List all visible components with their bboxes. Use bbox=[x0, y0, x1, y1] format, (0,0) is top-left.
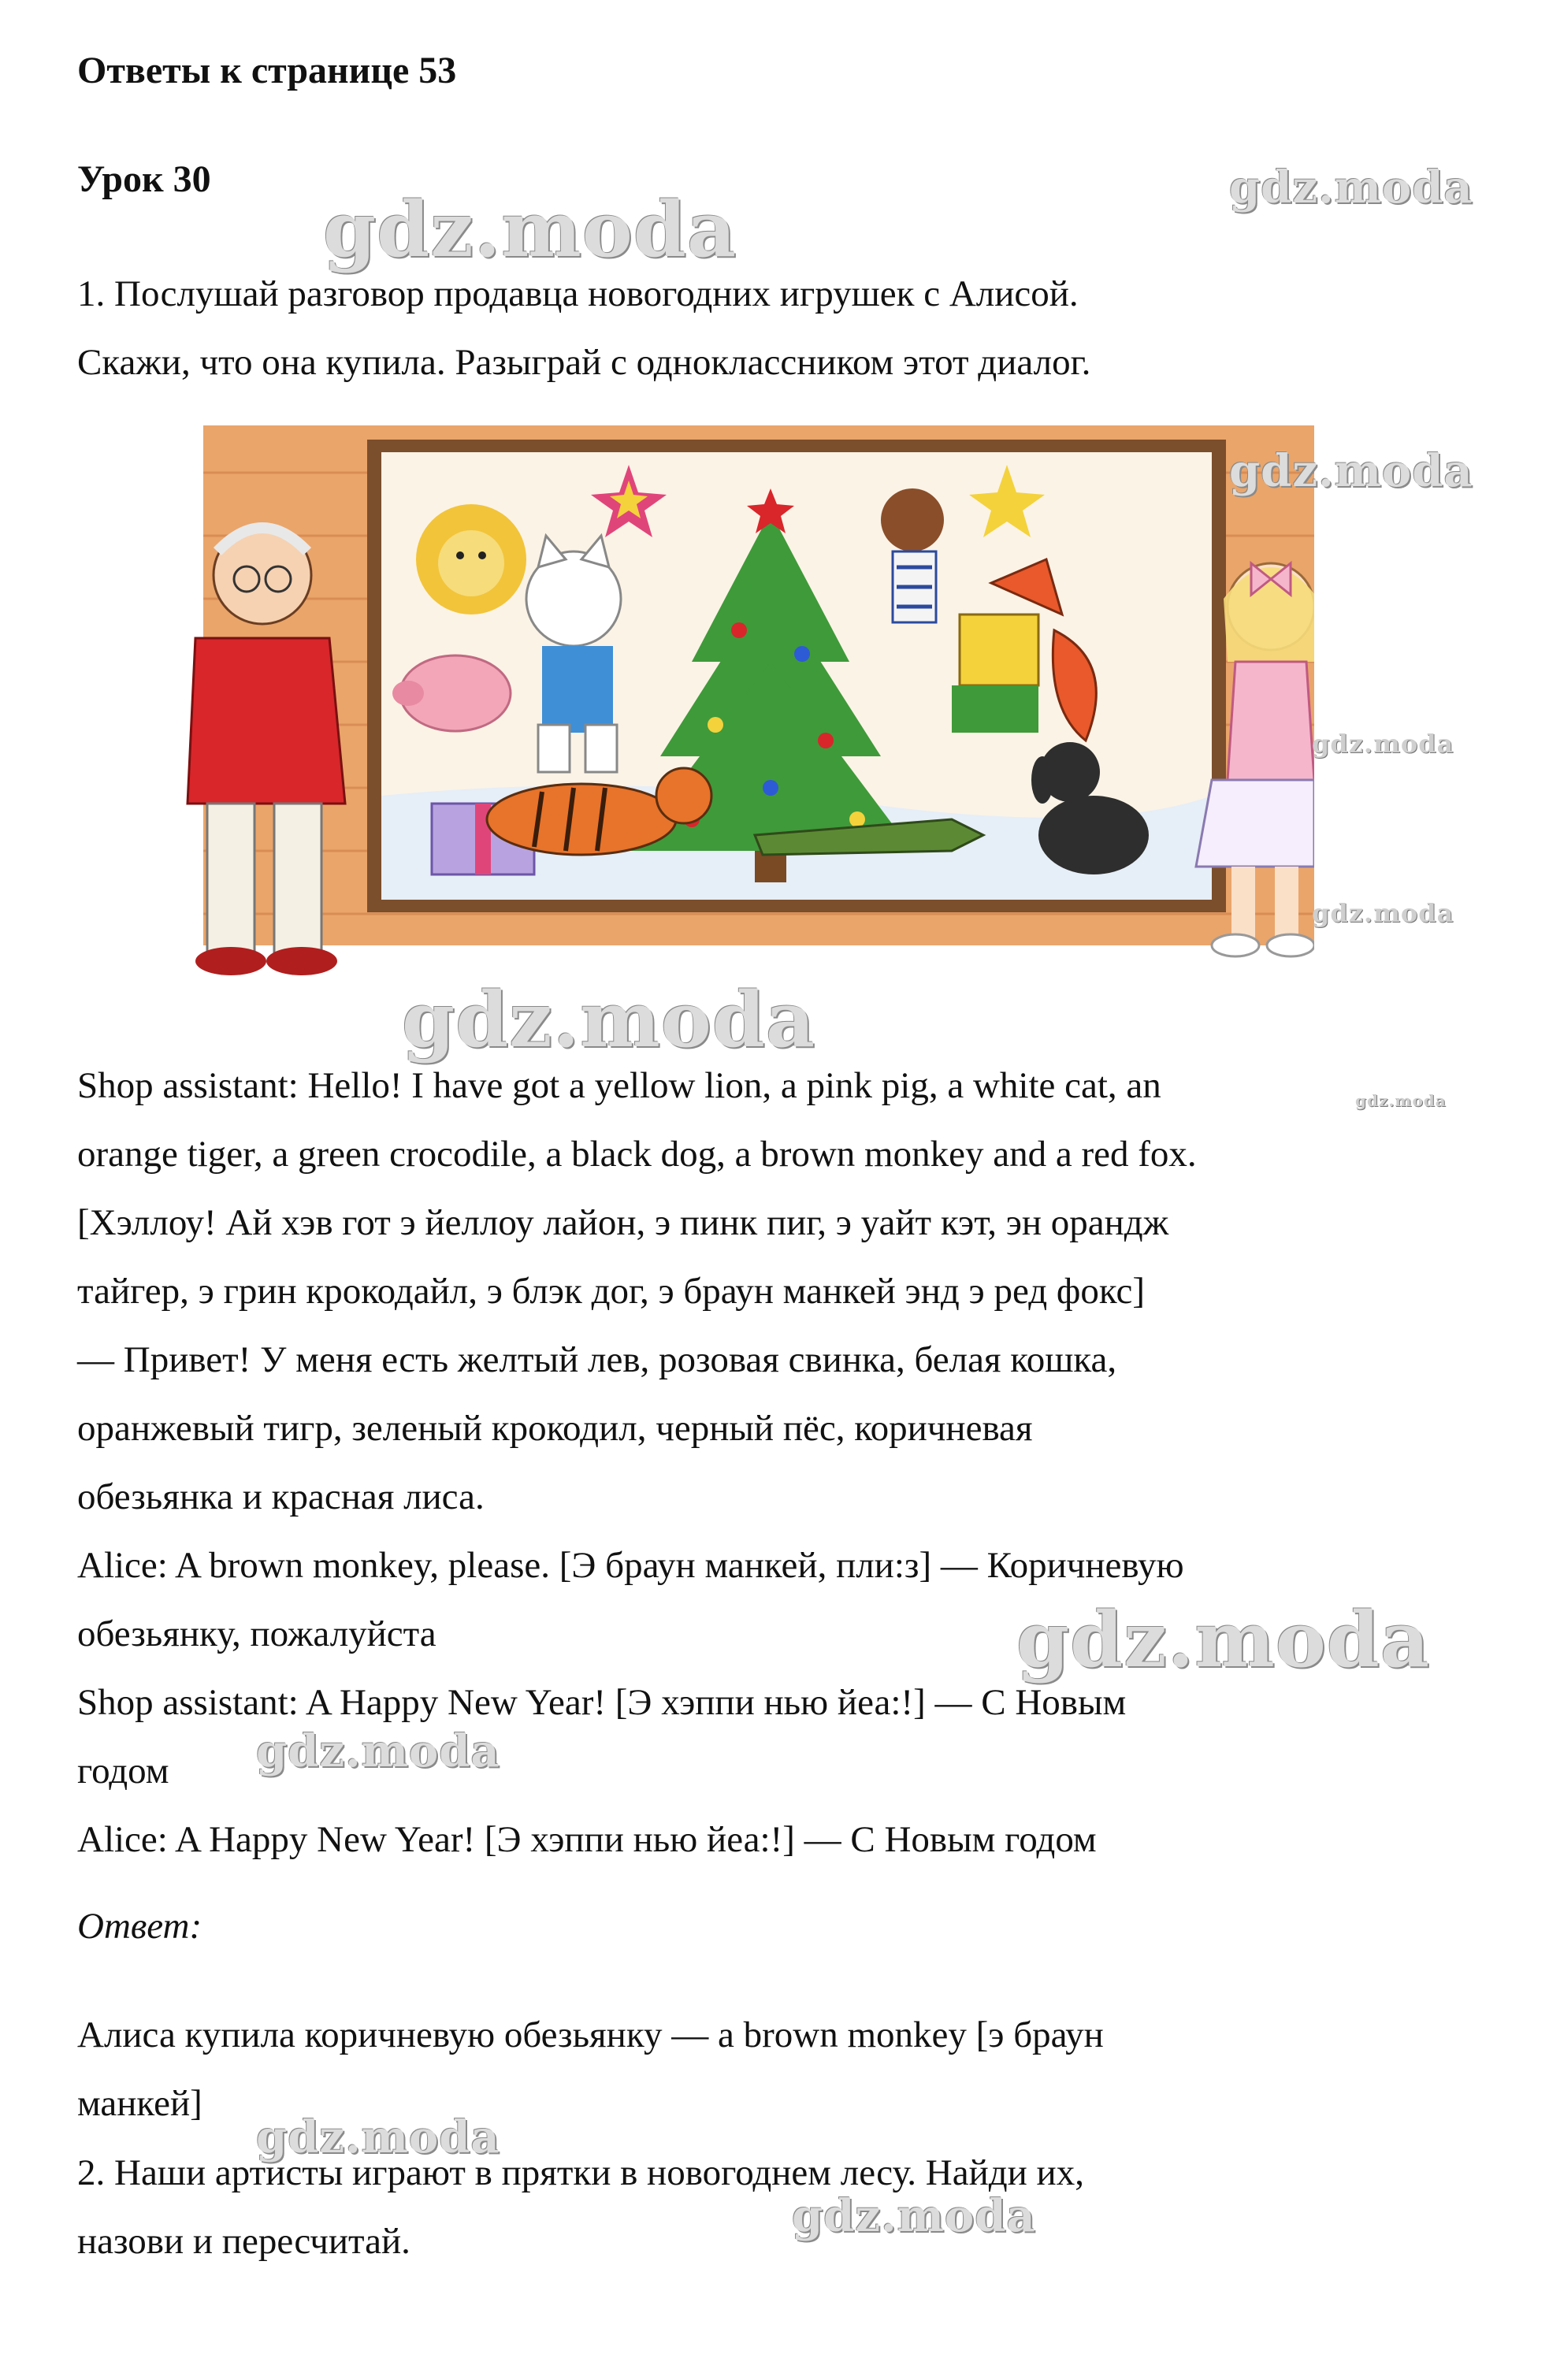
dialog-line: обезьянка и красная лиса. bbox=[77, 1476, 485, 1517]
watermark: gdz.moda bbox=[1312, 729, 1454, 759]
watermark: gdz.moda bbox=[1229, 162, 1473, 213]
task-1-line: Скажи, что она купила. Разыграй с одноклассником этот диалог. bbox=[77, 342, 1091, 383]
dialog-line: Shop assistant: Hello! I have got a yellow lion, a pink pig, a white cat, an bbox=[77, 1065, 1161, 1106]
watermark: gdz.moda bbox=[323, 185, 737, 274]
answer-label: Ответ: bbox=[77, 1906, 202, 1947]
toy-shop-illustration bbox=[77, 425, 1314, 993]
illustration-svg bbox=[77, 425, 1314, 993]
task-2-line: назови и пересчитай. bbox=[77, 2221, 410, 2262]
task-2-line: 2. Наши артисты играют в прятки в новогоднем лесу. Найди их, bbox=[77, 2152, 1084, 2193]
lion-icon bbox=[416, 504, 526, 614]
watermark: gdz.moda bbox=[1229, 445, 1473, 497]
watermark: gdz.moda bbox=[256, 1725, 500, 1777]
dialog-line: Alice: A brown monkey, please. [Э браун манкей, пли:з] — Коричневую bbox=[77, 1545, 1184, 1586]
page-title: Ответы к странице 53 bbox=[77, 50, 457, 91]
watermark: gdz.moda bbox=[1016, 1595, 1431, 1684]
dialog-line: [Хэллоу! Ай хэв гот э йеллоу лайон, э пинк пиг, э уайт кэт, эн орандж bbox=[77, 1202, 1169, 1243]
dialog-line: Shop assistant: A Happy New Year! [Э хэппи нью йеа:!] — С Новым bbox=[77, 1682, 1127, 1723]
watermark: gdz.moda bbox=[256, 2111, 500, 2163]
task-1-instructions bbox=[77, 260, 1480, 397]
dialog-line: orange tiger, a green crocodile, a black dog, a brown monkey and a red fox. bbox=[77, 1134, 1197, 1175]
answer-line: манкей] bbox=[77, 2083, 202, 2124]
dialog-line: годом bbox=[77, 1751, 169, 1791]
dialog-line: тайгер, э грин крокодайл, э блэк дог, э браун манкей энд э ред фокс] bbox=[77, 1271, 1145, 1312]
watermark: gdz.moda bbox=[402, 975, 816, 1064]
dialog-line: — Привет! У меня есть желтый лев, розовая свинка, белая кошка, bbox=[77, 1339, 1117, 1380]
answer-line: Алиса купила коричневую обезьянку — a brown monkey [э браун bbox=[77, 2014, 1104, 2055]
task-1-line: 1. Послушай разговор продавца новогодних игрушек с Алисой. bbox=[77, 273, 1079, 314]
watermark: gdz.moda bbox=[1312, 898, 1454, 928]
watermark: gdz.moda bbox=[1355, 1091, 1447, 1110]
dialog-line: оранжевый тигр, зеленый крокодил, черный пёс, коричневая bbox=[77, 1408, 1033, 1449]
dialog-line: обезьянку, пожалуйста bbox=[77, 1613, 436, 1654]
lesson-heading: Урок 30 bbox=[77, 158, 211, 200]
watermark: gdz.moda bbox=[792, 2190, 1036, 2242]
dialog-line: Alice: A Happy New Year! [Э хэппи нью йеа:!] — С Новым годом bbox=[77, 1819, 1097, 1860]
